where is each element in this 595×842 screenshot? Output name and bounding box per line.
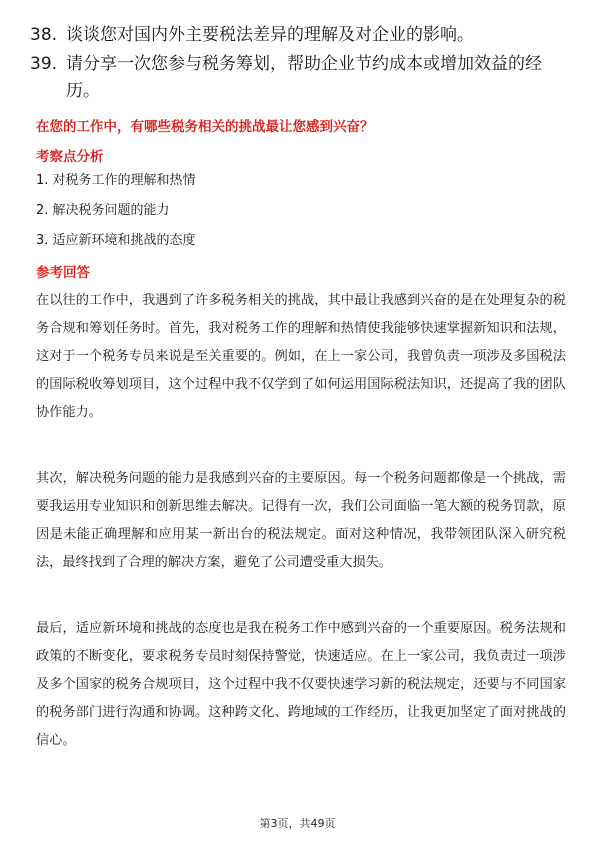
main-question: 在您的工作中，有哪些税务相关的挑战最让您感到兴奋？ (36, 119, 374, 135)
analysis-point: 3. 适应新环境和挑战的态度 (36, 233, 196, 248)
answer-paragraph: 其次，解决税务问题的能力是我感到兴奋的主要原因。每一个税务问题都像是一个挑战，需要我运用专业知识和创新思维去解决。记得有一次，我们公司面临一笔大额的税务罚款，原因是未能正确理解和应用某一新出台的税法规定。面对这种情况，我带领团队深入研究税法，最终找到了合理的解决方案，避免了公司遭受重大损失。 (36, 471, 566, 570)
question-item (30, 51, 570, 105)
question-item (30, 22, 570, 49)
question-list (30, 22, 570, 107)
analysis-heading: 考察点分析 (36, 149, 104, 165)
question-text: 谈谈您对国内外主要税法差异的理解及对企业的影响。 (66, 25, 474, 45)
answer-paragraph: 最后，适应新环境和挑战的态度也是我在税务工作中感到兴奋的一个重要原因。税务法规和政策的不断变化，要求税务专员时刻保持警觉，快速适应。在上一家公司，我负责过一项涉及多个国家的税务合规项目，这个过程中我不仅要快速学习新的税法规定，还要与不同国家的税务部门进行沟通和协调。这种跨文化、跨地域的工作经历，让我更加坚定了面对挑战的信心。 (36, 621, 566, 748)
analysis-point: 1. 对税务工作的理解和热情 (36, 173, 196, 188)
question-number: 39. (30, 54, 58, 74)
reference-answer (36, 287, 566, 793)
analysis-point: 2. 解决税务问题的能力 (36, 203, 170, 218)
answer-paragraph: 在以往的工作中，我遇到了许多税务相关的挑战，其中最让我感到兴奋的是在处理复杂的税务合规和筹划任务时。首先，我对税务工作的理解和热情使我能够快速掌握新知识和法规，这对于一个税务专员来说是至关重要的。例如，在上一家公司，我曾负责一项涉及多国税法的国际税收筹划项目，这个过程中我不仅学到了如何运用国际税法知识，还提高了我的团队协作能力。 (36, 293, 566, 420)
question-text: 请分享一次您参与税务筹划，帮助企业节约成本或增加效益的经历。 (66, 54, 542, 101)
page-footer: 第3页，共49页 (259, 817, 336, 830)
question-number: 38. (30, 25, 58, 45)
analysis-points (36, 171, 556, 261)
reference-heading: 参考回答 (36, 265, 90, 281)
